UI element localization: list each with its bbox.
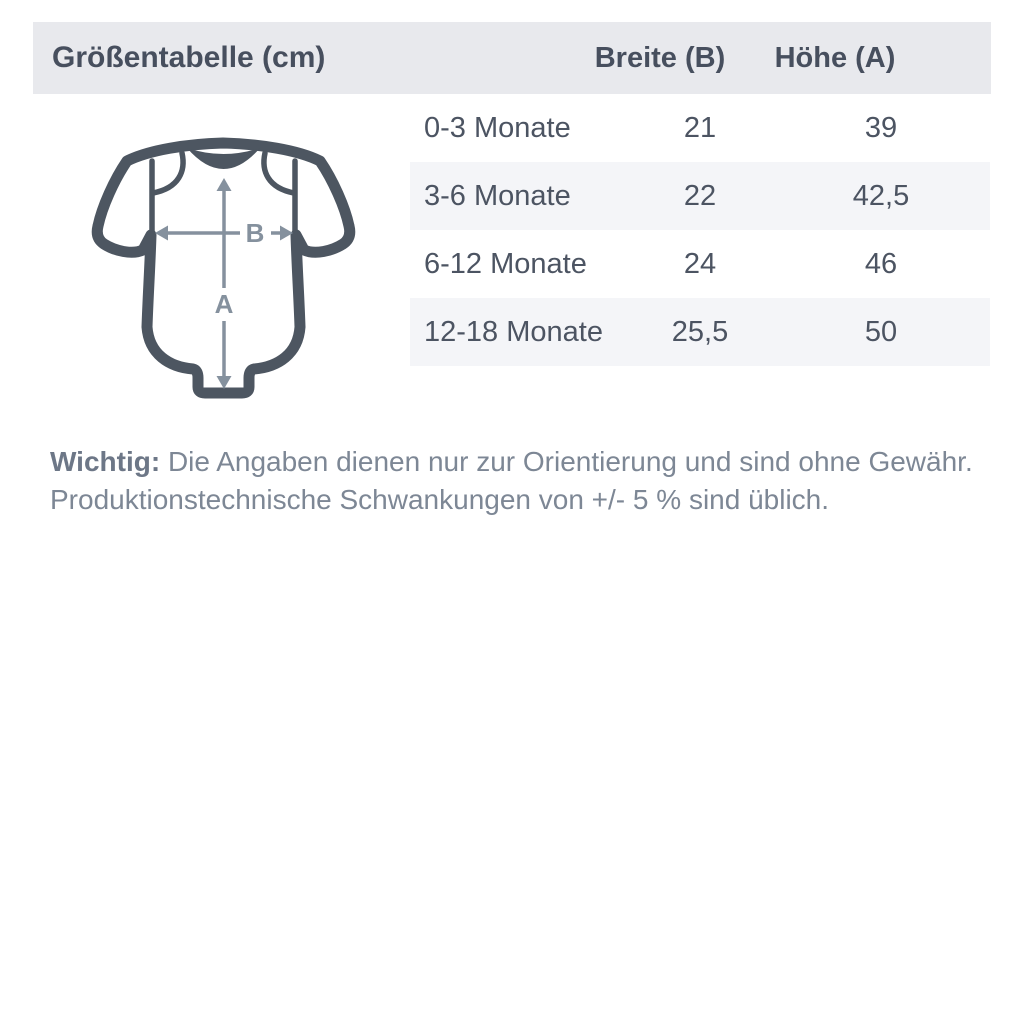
column-header-breite: Breite (B) xyxy=(594,42,726,74)
size-table xyxy=(410,94,990,366)
breite-cell: 25,5 xyxy=(671,315,729,348)
size-cell: 12-18 Monate xyxy=(424,315,603,348)
size-cell: 0-3 Monate xyxy=(424,111,571,144)
height-label-a: A xyxy=(214,289,234,319)
size-cell: 6-12 Monate xyxy=(424,247,587,280)
disclaimer-line-2: Produktionstechnische Schwankungen von +/- 5 % sind üblich. xyxy=(50,483,830,515)
disclaimer-note xyxy=(50,443,990,518)
hoehe-cell: 42,5 xyxy=(852,179,910,212)
page-title: Größentabelle (cm) xyxy=(52,41,326,74)
table-row xyxy=(410,94,990,162)
table-row xyxy=(410,162,990,230)
size-cell: 3-6 Monate xyxy=(424,179,571,212)
hoehe-cell: 46 xyxy=(864,247,898,280)
breite-cell: 24 xyxy=(683,247,717,280)
table-row xyxy=(410,230,990,298)
breite-cell: 21 xyxy=(683,111,717,144)
hoehe-cell: 39 xyxy=(864,111,898,144)
hoehe-cell: 50 xyxy=(864,315,898,348)
width-label-b: B xyxy=(245,218,265,248)
bodysuit-svg xyxy=(87,137,360,407)
disclaimer-line-1 xyxy=(50,443,990,481)
baby-bodysuit-diagram xyxy=(87,137,360,407)
disclaimer-label: Wichtig: xyxy=(50,446,161,477)
column-header-hoehe: Höhe (A) xyxy=(774,42,896,74)
table-row xyxy=(410,298,990,366)
size-chart-header xyxy=(33,22,991,94)
disclaimer-text-1: Die Angaben dienen nur zur Orientierung und sind ohne Gewähr. xyxy=(167,446,973,477)
breite-cell: 22 xyxy=(683,179,717,212)
